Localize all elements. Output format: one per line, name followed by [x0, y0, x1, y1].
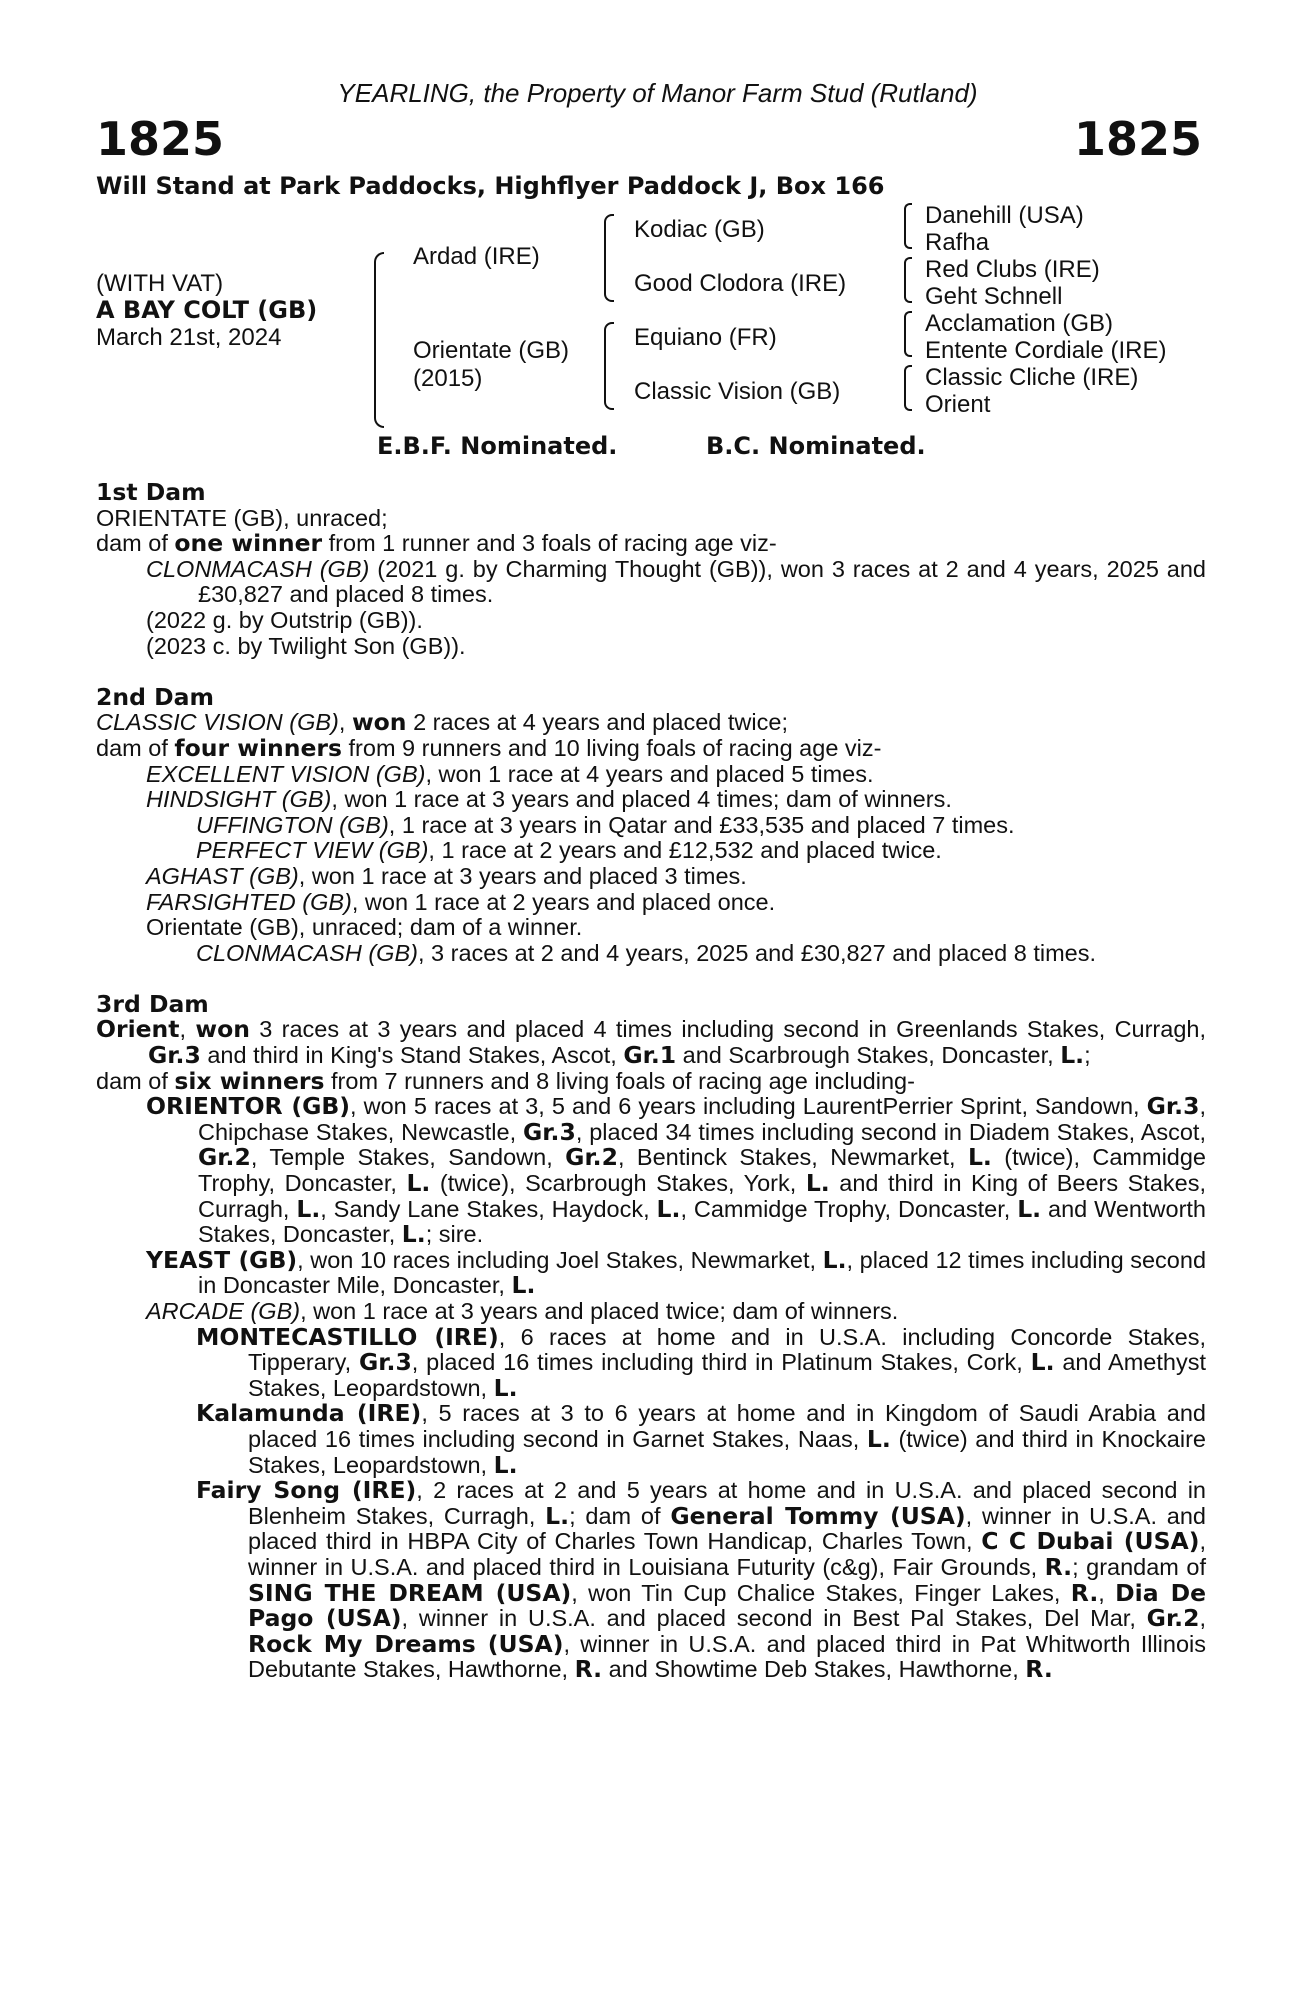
won-label: won — [351, 708, 407, 737]
grade: R. — [574, 1655, 603, 1684]
text: , 1 race at 2 years and £12,532 and placed twice. — [428, 837, 942, 864]
text: ; — [1084, 1042, 1091, 1069]
ancestor-3: Red Clubs (IRE) — [925, 256, 1100, 283]
produce-entry — [96, 1094, 1206, 1248]
text: , 6 races at home and in U.S.A. including Concorde Stakes, Tipperary, — [248, 1323, 1206, 1376]
produce-entry — [96, 762, 1206, 788]
produce-entry — [96, 1299, 1206, 1325]
text: and third in King of Beers Stakes, Curragh, — [198, 1170, 1207, 1222]
text: from 1 runner and 3 foals of racing age viz- — [322, 530, 777, 557]
text: , Temple Stakes, Sandown, — [250, 1144, 566, 1171]
text: , 5 races at 3 to 6 years at home and in Kingdom of Saudi Arabia and placed 16 times including second in Garnet Stakes, Naas, — [248, 1400, 1206, 1452]
won-label: won — [195, 1015, 250, 1044]
grade: L. — [967, 1143, 992, 1172]
horse-name: UFFINGTON (GB) — [196, 811, 389, 838]
horse-name: EXCELLENT VISION (GB) — [146, 760, 426, 787]
horse-name: Dia De Pago (USA) — [248, 1578, 1207, 1633]
horse-name: CLASSIC VISION (GB) — [96, 709, 339, 736]
text: 2 races at 4 years and placed twice; — [406, 709, 788, 736]
first-dam-heading: 1st Dam — [96, 478, 206, 506]
grade: L. — [493, 1373, 518, 1402]
text: 3 races at 3 years and placed 4 times including second in Greenlands Stakes, Curragh, — [249, 1016, 1206, 1043]
second-dam-heading: 2nd Dam — [96, 682, 214, 711]
text: and Scarbrough Stakes, Doncaster, — [676, 1042, 1061, 1069]
horse-name: Orient — [96, 1015, 180, 1044]
horse-name: C C Dubai (USA) — [981, 1527, 1200, 1556]
ancestor-7: Classic Cliche (IRE) — [925, 364, 1139, 391]
horse-name: Kalamunda (IRE) — [196, 1399, 422, 1428]
winner-count: four winners — [174, 733, 342, 762]
produce-entry: (2022 g. by Outstrip (GB)). — [146, 606, 423, 633]
text: from 7 runners and 8 living foals of racing age including- — [324, 1067, 915, 1094]
foaling-date: March 21st, 2024 — [96, 324, 282, 351]
text: , winner in U.S.A. and placed third in HBPA City of Charles Town Handicap, Charles Town, — [248, 1502, 1206, 1555]
text: dam of — [96, 530, 175, 557]
text: , won 1 race at 3 years and placed 4 times; dam of winners. — [331, 786, 952, 813]
horse-name: A BAY COLT (GB) — [96, 296, 318, 324]
produce-entry — [96, 864, 1206, 890]
brace-dam — [604, 322, 614, 410]
horse-name: General Tommy (USA) — [670, 1501, 966, 1530]
horse-name: CLONMACASH (GB) — [146, 555, 370, 582]
text: , winner in U.S.A. and placed second in Best Pal Stakes, Del Mar, — [401, 1605, 1147, 1632]
brace-g78 — [904, 365, 912, 411]
vat-note: (WITH VAT) — [96, 270, 224, 297]
horse-name: CLONMACASH (GB) — [196, 939, 418, 966]
grade: R. — [1044, 1552, 1073, 1581]
text: , — [338, 709, 352, 736]
text: , won 5 races at 3, 5 and 6 years including LaurentPerrier Sprint, Sandown, — [350, 1093, 1147, 1120]
third-dam-produce — [96, 1066, 1206, 1095]
produce-entry — [96, 1478, 1206, 1683]
text: and Amethyst Stakes, Leopardstown, — [248, 1349, 1206, 1401]
text: , — [1098, 1579, 1116, 1606]
brace-sire — [604, 214, 614, 302]
text: and Showtime Deb Stakes, Hawthorne, — [602, 1656, 1026, 1683]
text: , placed 12 times including second in Doncaster Mile, Doncaster, — [198, 1246, 1207, 1299]
grade: L. — [656, 1194, 681, 1223]
text: , Chipchase Stakes, Newcastle, — [198, 1093, 1206, 1145]
text: from 9 runners and 10 living foals of racing age viz- — [342, 734, 882, 761]
horse-name: YEAST (GB) — [146, 1245, 298, 1274]
produce-entry — [96, 941, 1206, 967]
text: , placed 16 times including third in Platinum Stakes, Cork, — [411, 1349, 1031, 1376]
grade: L. — [822, 1245, 847, 1274]
text: , 3 races at 2 and 4 years, 2025 and £30,827 and placed 8 times. — [417, 939, 1097, 966]
grade: Gr.3 — [148, 1041, 201, 1070]
dam-dam: Classic Vision (GB) — [634, 378, 841, 405]
produce-entry — [96, 838, 1206, 864]
second-dam-section — [96, 682, 1206, 967]
grade: R. — [1070, 1578, 1099, 1607]
produce-record — [96, 480, 1206, 1683]
horse-name: MONTECASTILLO (IRE) — [196, 1322, 499, 1351]
text: , winner in U.S.A. and placed third in Louisiana Futurity (c&g), Fair Grounds, — [248, 1528, 1206, 1580]
third-dam-heading: 3rd Dam — [96, 989, 209, 1018]
grade: Gr.3 — [358, 1348, 412, 1377]
produce-entry — [96, 1245, 1207, 1300]
text: , won 1 race at 3 years and placed 3 times. — [298, 862, 747, 889]
first-dam-section — [96, 480, 1206, 659]
second-dam-produce — [96, 733, 1206, 762]
grade: L. — [296, 1194, 321, 1223]
produce-entry: (2023 c. by Twilight Son (GB)). — [146, 632, 466, 659]
horse-name: PERFECT VIEW (GB) — [196, 837, 429, 864]
horse-name: ORIENTOR (GB) — [146, 1092, 351, 1121]
grade: Gr.2 — [198, 1143, 251, 1172]
produce-entry — [96, 1401, 1206, 1478]
text: , won Tin Cup Chalice Stakes, Finger Lakes, — [571, 1579, 1071, 1606]
text: ; sire. — [425, 1221, 484, 1248]
brace-g56 — [904, 311, 912, 357]
produce-entry — [96, 890, 1206, 916]
grade: Gr.2 — [565, 1143, 618, 1172]
grade: Gr.3 — [1146, 1092, 1200, 1121]
ancestor-4: Geht Schnell — [925, 283, 1063, 310]
produce-entry — [96, 813, 1206, 839]
grade: L. — [866, 1424, 891, 1453]
horse-name: HINDSIGHT (GB) — [146, 786, 332, 813]
bc-nomination: B.C. Nominated. — [706, 432, 926, 460]
third-dam-record — [96, 1017, 1206, 1068]
dam: Orientate (GB) — [413, 337, 570, 364]
grade: L. — [545, 1501, 570, 1530]
dam-sire: Equiano (FR) — [634, 324, 777, 351]
text: (twice) and third in Knockaire Stakes, Leopardstown, — [248, 1425, 1206, 1478]
ancestor-6: Entente Cordiale (IRE) — [925, 337, 1167, 364]
horse-name: FARSIGHTED (GB) — [146, 888, 352, 915]
text: (twice), Cammidge Trophy, Doncaster, — [198, 1144, 1206, 1197]
text: , 1 race at 3 years in Qatar and £33,535 and placed 7 times. — [388, 811, 1015, 838]
brace-g34 — [904, 257, 912, 303]
text: , Bentinck Stakes, Newmarket, — [617, 1144, 968, 1171]
ancestor-5: Acclamation (GB) — [925, 310, 1114, 337]
produce-entry — [96, 557, 1206, 608]
grade: L. — [805, 1169, 830, 1198]
stand-location: Will Stand at Park Paddocks, Highflyer Paddock J, Box 166 — [96, 172, 885, 200]
text: and Wentworth Stakes, Doncaster, — [198, 1195, 1206, 1248]
sire-sire: Kodiac (GB) — [634, 216, 765, 243]
text: , won 1 race at 2 years and placed once. — [351, 888, 776, 915]
text: , placed 34 times including second in Diadem Stakes, Ascot, — [575, 1118, 1206, 1145]
horse-name: ARCADE (GB) — [146, 1298, 301, 1324]
text: and third in King's Stand Stakes, Ascot, — [200, 1042, 624, 1069]
lot-number-right: 1825 — [1073, 112, 1202, 166]
text: dam of — [96, 734, 175, 761]
text: (2021 g. by Charming Thought (GB)), won 3 races at 2 and 4 years, 2025 and £30,827 and placed 8 times. — [198, 555, 1206, 608]
grade: L. — [1030, 1348, 1055, 1377]
winner-count: one winner — [174, 529, 323, 558]
grade: L. — [401, 1220, 426, 1249]
grade: Gr.3 — [523, 1117, 576, 1146]
dam-year: (2015) — [413, 365, 483, 392]
horse-name: Fairy Song (IRE) — [196, 1476, 417, 1505]
brace-g12 — [904, 203, 912, 249]
winner-count: six winners — [174, 1066, 325, 1095]
text: , won 1 race at 4 years and placed 5 times. — [425, 760, 874, 787]
text: , 2 races at 2 and 5 years at home and in U.S.A. and placed second in Blenheim Stakes, Curragh, — [248, 1477, 1206, 1529]
produce-entry — [96, 787, 1206, 813]
second-dam-line — [96, 710, 1206, 736]
text: , — [179, 1016, 196, 1043]
lot-caption: YEARLING, the Property of Manor Farm Stud (Rutland) — [337, 78, 978, 108]
grade: R. — [1025, 1655, 1053, 1684]
text: , — [1199, 1605, 1206, 1632]
text: dam of — [96, 1067, 175, 1094]
first-dam-line: ORIENTATE (GB), unraced; — [96, 504, 388, 531]
horse-name: AGHAST (GB) — [146, 862, 299, 889]
lot-number-left: 1825 — [96, 112, 225, 166]
text: , won 10 races including Joel Stakes, Newmarket, — [297, 1246, 823, 1273]
ancestor-8: Orient — [925, 391, 991, 418]
first-dam-produce — [96, 531, 1206, 557]
grade: L. — [511, 1271, 536, 1300]
third-dam-section — [96, 989, 1207, 1684]
text: , winner in U.S.A. and placed third in Pat Whitworth Illinois Debutante Stakes, Hawthorne, — [248, 1630, 1206, 1683]
produce-entry: Orientate (GB), unraced; dam of a winner. — [146, 914, 583, 941]
text: ; dam of — [569, 1502, 671, 1529]
text: ; grandam of — [1072, 1553, 1206, 1580]
grade: L. — [1017, 1194, 1042, 1223]
brace-main — [374, 252, 384, 428]
ebf-nomination: E.B.F. Nominated. — [377, 432, 618, 460]
grade: L. — [406, 1169, 431, 1198]
sire-dam: Good Clodora (IRE) — [634, 270, 847, 297]
grade: L. — [493, 1450, 518, 1479]
horse-name: Rock My Dreams (USA) — [248, 1629, 564, 1658]
grade: L. — [1060, 1041, 1085, 1070]
grade: Gr.2 — [1146, 1604, 1200, 1633]
sire: Ardad (IRE) — [413, 243, 540, 270]
text: (twice), Scarbrough Stakes, York, — [430, 1170, 806, 1197]
produce-entry — [96, 1322, 1206, 1402]
ancestor-1: Danehill (USA) — [925, 202, 1084, 229]
text: , Cammidge Trophy, Doncaster, — [680, 1195, 1018, 1222]
text: , won 1 race at 3 years and placed twice; dam of winners. — [300, 1298, 899, 1324]
horse-name: SING THE DREAM (USA) — [248, 1578, 572, 1607]
grade: Gr.1 — [623, 1041, 677, 1070]
text: , Sandy Lane Stakes, Haydock, — [320, 1195, 657, 1222]
ancestor-2: Rafha — [925, 229, 990, 256]
